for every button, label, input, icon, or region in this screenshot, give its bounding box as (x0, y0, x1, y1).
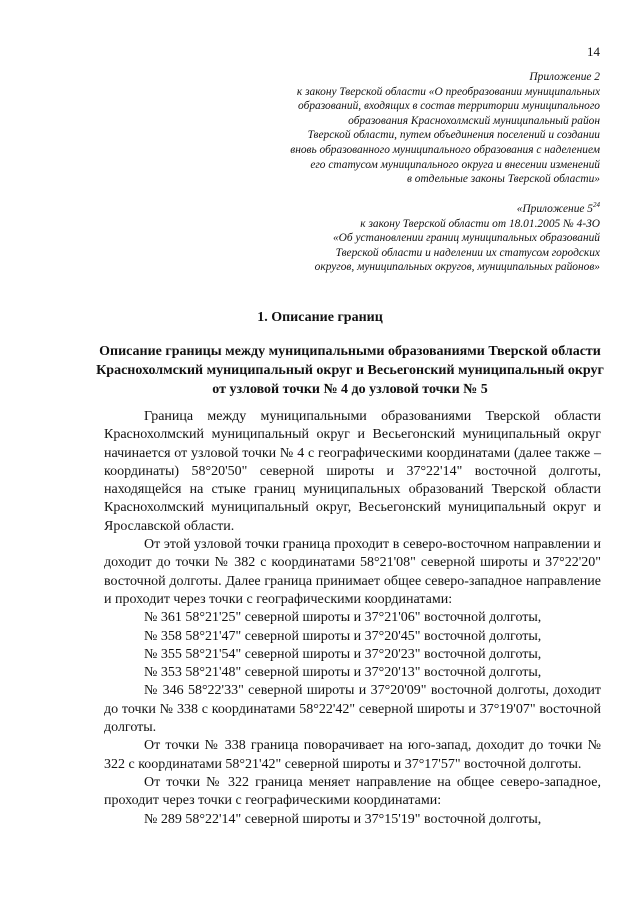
appendix-5-line: к закону Тверской области от 18.01.2005 № 4-ЗО (360, 217, 600, 230)
section-heading: 1. Описание границ (257, 310, 383, 325)
appendix-line: его статусом муниципального округа и внесении изменений (310, 158, 600, 171)
appendix-5-title (200, 202, 600, 217)
coordinate-point: № 289 58°22'14" северной широты и 37°15'19" восточной долготы, (144, 811, 542, 827)
appendix-line: к закону Тверской области «О преобразовании муниципальных (296, 85, 600, 98)
appendix-line: Тверской области, путем объединения поселений и создании (307, 129, 600, 142)
appendix-line: в отдельные законы Тверской области» (406, 173, 600, 186)
appendix-2-header (200, 70, 600, 187)
page-number: 14 (587, 44, 600, 59)
paragraph-start: Граница между муниципальными образованиями Тверской области Краснохолмский муниципальный округ и Весьегонский муниципальный округ начинается от узловой точки № 4 с географическими координатами (далее также – координаты) 58°20'50" северной широты и 37°22'14" восточной долготы, находящейся на стыке границ муниципальных образований Тверской области Краснохолмский муниципальный округ, Весьегонский муниципальный округ и Ярославской области. (104, 409, 601, 534)
coordinate-point: № 355 58°21'54" северной широты и 37°20'23" восточной долготы, (144, 646, 542, 662)
paragraph-direction: От точки № 322 граница меняет направление на общее северо-западное, проходит через точки с географическими координатами: (104, 774, 601, 809)
appendix-5-title-text: «Приложение 5 (516, 203, 593, 215)
coordinate-point: № 358 58°21'47" северной широты и 37°20'45" восточной долготы, (144, 628, 542, 644)
paragraph-turn: От точки № 338 граница поворачивает на юго-запад, доходит до точки № 322 с координатами 58°21'42" северной широты и 37°17'57" восточной долготы. (104, 738, 601, 772)
appendix-line: Приложение 2 (529, 71, 600, 83)
appendix-5-line: округов, муниципальных округов, муниципальных районов» (314, 261, 600, 274)
coordinate-point: № 361 58°21'25" северной широты и 37°21'06" восточной долготы, (144, 610, 542, 626)
appendix-5-header (200, 202, 600, 275)
appendix-line: образований, входящих в состав территории муниципального (298, 100, 600, 113)
coordinate-point: № 346 58°22'33" северной широты и 37°20'09" восточной долготы, доходит до точки № 338 с координатами 58°22'42" северной широты и 37°19'07" восточной долготы. (104, 683, 601, 736)
appendix-line: образования Краснохолмский муниципальный район (348, 114, 600, 127)
coordinate-point: № 353 58°21'48" северной широты и 37°20'13" восточной долготы, (144, 665, 542, 681)
appendix-5-title-sup: 24 (593, 201, 600, 210)
boundary-description (104, 408, 601, 829)
appendix-5-line: «Об установлении границ муниципальных образований (332, 232, 600, 245)
appendix-5-line: Тверской области и наделении их статусом городских (335, 246, 600, 259)
appendix-line: вновь образованного муниципального образования с наделением (290, 143, 600, 156)
boundary-heading: Описание границы между муниципальными образованиями Тверской области Краснохолмский муниципальный округ и Весьегонский муниципальный округ от узловой точки № 4 до узловой точки № 5 (96, 344, 604, 397)
paragraph-direction: От этой узловой точки граница проходит в северо-восточном направлении и доходит до точки № 382 с координатами 58°21'08" северной широты и 37°22'20" восточной долготы. Далее граница принимает общее северо-западное направление и проходит через точки с географическими координатами: (104, 537, 601, 607)
